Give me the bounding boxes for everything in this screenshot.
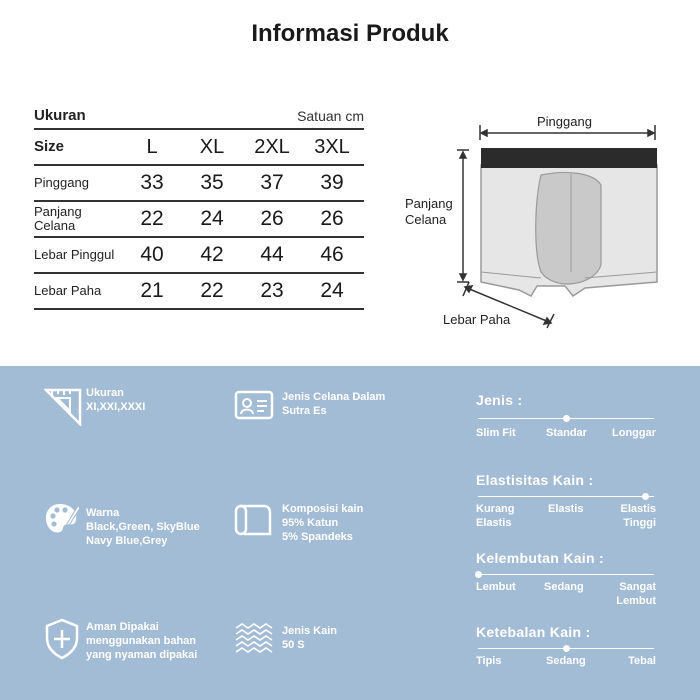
scale-elastisitas-opt1b: Elastis <box>476 517 512 529</box>
feature-jenis-kain-value: 50 S <box>282 639 305 651</box>
scale-jenis <box>476 392 656 452</box>
scale-jenis-title: Jenis : <box>476 392 523 408</box>
size-row <box>34 130 364 166</box>
scale-ketebalan <box>476 624 656 684</box>
scale-kelembutan-line <box>478 574 654 575</box>
length-arrow <box>457 150 469 282</box>
table-row <box>34 274 364 310</box>
length-label-2: Celana <box>405 212 447 227</box>
page-title: Informasi Produk <box>251 20 449 47</box>
row-label: Lebar Paha <box>34 283 102 298</box>
feature-ukuran <box>44 386 224 436</box>
scale-elastisitas-line <box>478 496 654 497</box>
table-cell: 40 <box>140 243 164 266</box>
feature-jenis-value: Sutra Es <box>282 405 327 417</box>
scale-ketebalan-opt1: Tipis <box>476 655 502 667</box>
table-cell: 26 <box>320 207 344 230</box>
row-label: Lebar Pinggul <box>34 247 115 262</box>
table-cell: 35 <box>200 171 224 194</box>
scale-elastisitas-opt2: Elastis <box>548 503 584 515</box>
scale-elastisitas-title: Elastisitas Kain : <box>476 472 594 488</box>
feature-aman-line2: yang nyaman dipakai <box>86 649 198 661</box>
size-table <box>34 104 364 310</box>
fabric-roll-icon <box>234 500 274 538</box>
knit-pattern-icon <box>234 622 274 658</box>
feature-warna-line2: Navy Blue,Grey <box>86 535 168 547</box>
palette-icon <box>44 502 80 536</box>
scale-elastisitas-marker <box>642 493 649 500</box>
feature-ukuran-value: XI,XXI,XXXI <box>86 401 146 413</box>
feature-aman <box>44 618 234 678</box>
boxer-diagram <box>395 100 695 340</box>
scale-jenis-opt3: Longgar <box>612 427 656 439</box>
scale-elastisitas <box>476 472 656 542</box>
scale-elastisitas-opt3b: Tinggi <box>623 517 656 529</box>
table-row <box>34 166 364 202</box>
scale-ketebalan-title: Ketebalan Kain : <box>476 624 591 640</box>
table-row <box>34 202 364 238</box>
scale-kelembutan-opt1: Lembut <box>476 581 516 593</box>
table-cell: 24 <box>320 279 344 302</box>
feature-komposisi-title: Komposisi kain <box>282 503 364 515</box>
size-header-3xl: 3XL <box>314 135 350 158</box>
feature-warna <box>44 502 234 562</box>
scale-kelembutan-opt2: Sedang <box>544 581 584 593</box>
size-label: Size <box>34 138 65 155</box>
size-header-l: L <box>146 135 158 158</box>
table-cell: 21 <box>140 279 164 302</box>
thigh-label: Lebar Paha <box>443 312 511 327</box>
table-cell: 46 <box>320 243 344 266</box>
scale-ketebalan-opt2: Sedang <box>546 655 586 667</box>
scale-kelembutan-opt3b: Lembut <box>616 595 656 607</box>
feature-komposisi <box>234 500 434 560</box>
scale-kelembutan <box>476 550 656 620</box>
waist-label: Pinggang <box>537 114 592 129</box>
id-card-icon <box>234 388 274 422</box>
feature-jenis-celana <box>234 388 434 438</box>
row-label: Panjang Celana <box>34 204 82 233</box>
features-panel <box>0 366 700 700</box>
feature-ukuran-title: Ukuran <box>86 387 124 399</box>
scale-jenis-opt2: Standar <box>546 427 587 439</box>
feature-warna-line1: Black,Green, SkyBlue <box>86 521 200 533</box>
table-row <box>34 238 364 274</box>
feature-warna-title: Warna <box>86 507 120 519</box>
ruler-triangle-icon <box>44 386 84 426</box>
table-cell: 26 <box>260 207 284 230</box>
table-cell: 42 <box>200 243 224 266</box>
table-cell: 33 <box>140 171 164 194</box>
length-label-1: Panjang <box>405 196 453 211</box>
row-label: Pinggang <box>34 175 89 190</box>
table-cell: 23 <box>260 279 284 302</box>
boxer-pouch <box>536 172 601 283</box>
scale-elastisitas-opt3a: Elastis <box>620 503 656 515</box>
scale-ketebalan-marker <box>563 645 570 652</box>
scale-jenis-marker <box>563 415 570 422</box>
unit-label: Satuan cm <box>297 108 364 124</box>
feature-komposisi-line1: 95% Katun <box>282 517 339 529</box>
table-cell: 22 <box>140 207 164 230</box>
scale-kelembutan-title: Kelembutan Kain : <box>476 550 605 566</box>
feature-jenis-kain-title: Jenis Kain <box>282 625 338 637</box>
size-table-header <box>34 104 364 130</box>
feature-aman-title: Aman Dipakai <box>86 621 159 633</box>
table-cell: 22 <box>200 279 224 302</box>
table-cell: 24 <box>200 207 224 230</box>
scale-elastisitas-opt1a: Kurang <box>476 503 515 515</box>
waistband <box>481 148 657 168</box>
size-header-2xl: 2XL <box>254 135 290 158</box>
size-header-xl: XL <box>199 135 225 158</box>
scale-ketebalan-opt3: Tebal <box>628 655 656 667</box>
table-cell: 37 <box>260 171 284 194</box>
scale-kelembutan-opt3a: Sangat <box>619 581 656 593</box>
feature-komposisi-line2: 5% Spandeks <box>282 531 353 543</box>
feature-aman-line1: menggunakan bahan <box>86 635 197 647</box>
scale-jenis-opt1: Slim Fit <box>476 427 516 439</box>
shield-plus-icon <box>44 618 80 660</box>
feature-jenis-title: Jenis Celana Dalam <box>282 391 386 403</box>
ukuran-label: Ukuran <box>34 107 86 124</box>
table-cell: 44 <box>260 243 284 266</box>
scale-kelembutan-marker <box>475 571 482 578</box>
feature-jenis-kain <box>234 622 434 672</box>
table-cell: 39 <box>320 171 344 194</box>
